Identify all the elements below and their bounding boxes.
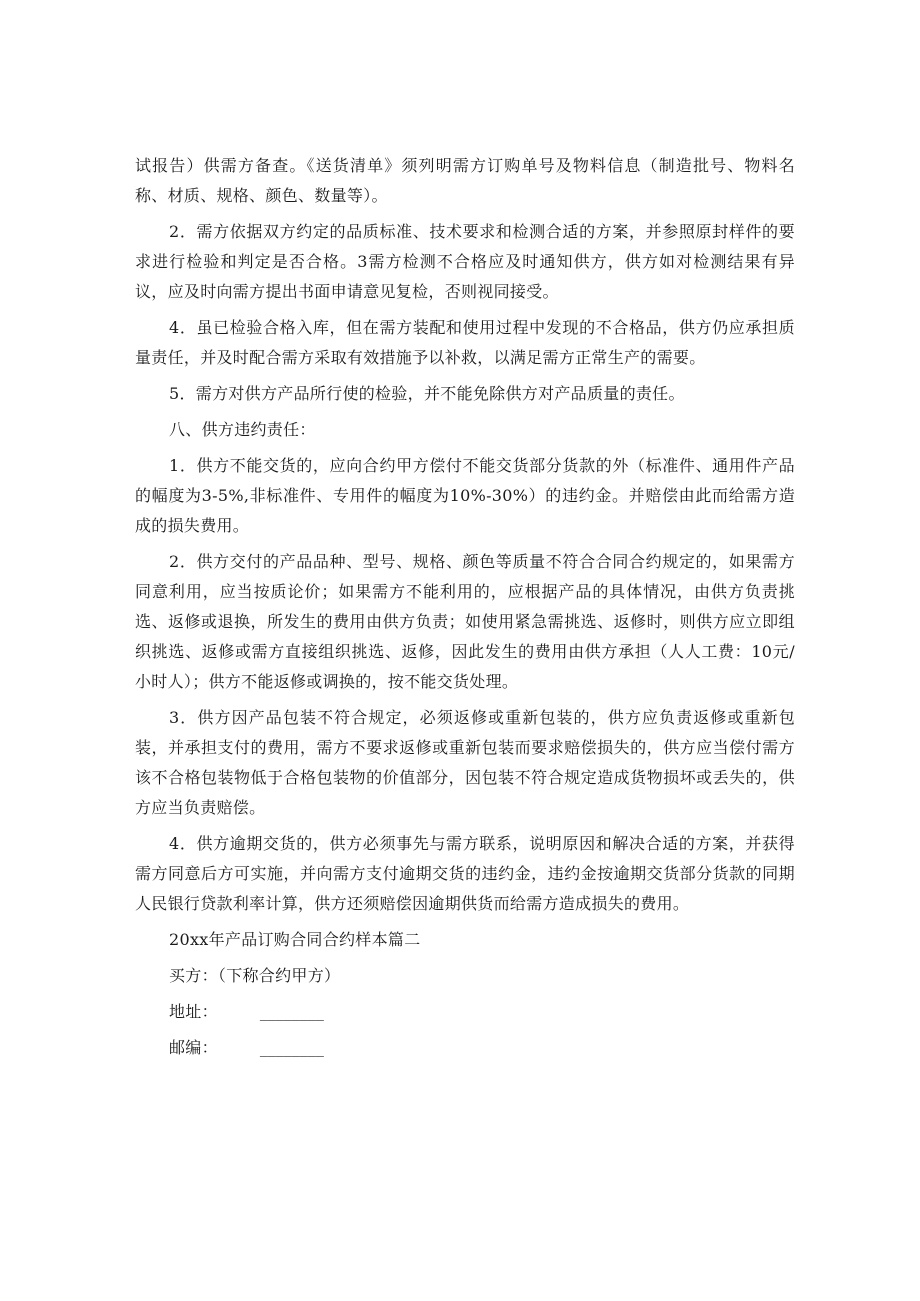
paragraph-breach-2-quality-mismatch: 2．供方交付的产品品种、型号、规格、颜色等质量不符合合同合约规定的，如果需方同意利用，应当按质论价；如果需方不能利用的，应根据产品的具体情况，由供方负责挑选、返修或退换，所发生的费用由供方负责；如使用紧急需挑选、返修时，则供方应立即组织挑选、返修或需方直接组织挑选、返修，因此发生的费用由供方承担（人人工费：10元/小时人）；供方不能返修或调换的，按不能交货处理。 <box>135 552 795 691</box>
address-field <box>135 997 795 1027</box>
paragraph-breach-1-no-delivery: 1．供方不能交货的，应向合约甲方偿付不能交货部分货款的外（标准件、通用件产品的幅度为3-5%,非标准件、专用件的幅度为10%-30%）的违约金。并赔偿由此而给需方造成的损失费用。 <box>135 456 795 535</box>
address-label: 地址： <box>169 1002 218 1021</box>
paragraph-breach-4-late-delivery: 4．供方逾期交货的，供方必须事先与需方联系，说明原因和解决合适的方案，并获得需方同意后方可实施，并向需方支付逾期交货的违约金，违约金按逾期交货部分货款的同期人民银行贷款利率计算，供方还须赔偿因逾期供货而给需方造成损失的费用。 <box>135 834 795 913</box>
document-body <box>135 151 795 1069</box>
address-blank: ________ <box>259 1002 324 1021</box>
postcode-field <box>135 1033 795 1063</box>
paragraph-clause-4-quality-liability: 4．虽已检验合格入库，但在需方装配和使用过程中发现的不合格品，供方仍应承担质量责任，并及时配合需方采取有效措施予以补救，以满足需方正常生产的需要。 <box>135 318 795 367</box>
paragraph-clause-2-inspection: 2．需方依据双方约定的品质标准、技术要求和检测合适的方案，并参照原封样件的要求进行检验和判定是否合格。3需方检测不合格应及时通知供方，供方如对检测结果有异议，应及时向需方提出书面申请意见复检，否则视同接受。 <box>135 222 795 301</box>
sample-contract-title: 20xx年产品订购合同合约样本篇二 <box>169 930 421 949</box>
buyer-line: 买方：（下称合约甲方） <box>169 966 341 985</box>
postcode-blank: ________ <box>259 1038 324 1057</box>
postcode-label: 邮编： <box>169 1038 218 1057</box>
paragraph-continued-delivery-list: 试报告）供需方备查。《送货清单》须列明需方订购单号及物料信息（制造批号、物料名称、材质、规格、颜色、数量等）。 <box>135 156 795 205</box>
section-heading-supplier-breach: 八、供方违约责任： <box>169 420 316 439</box>
paragraph-clause-5-inspection-no-exemption: 5．需方对供方产品所行使的检验，并不能免除供方对产品质量的责任。 <box>169 384 685 403</box>
paragraph-breach-3-packaging: 3．供方因产品包装不符合规定，必须返修或重新包装的，供方应负责返修或重新包装，并承担支付的费用，需方不要求返修或重新包装而要求赔偿损失的，供方应当偿付需方该不合格包装物低于合格包装物的价值部分，因包装不符合规定造成货物损坏或丢失的，供方应当负责赔偿。 <box>135 708 795 817</box>
